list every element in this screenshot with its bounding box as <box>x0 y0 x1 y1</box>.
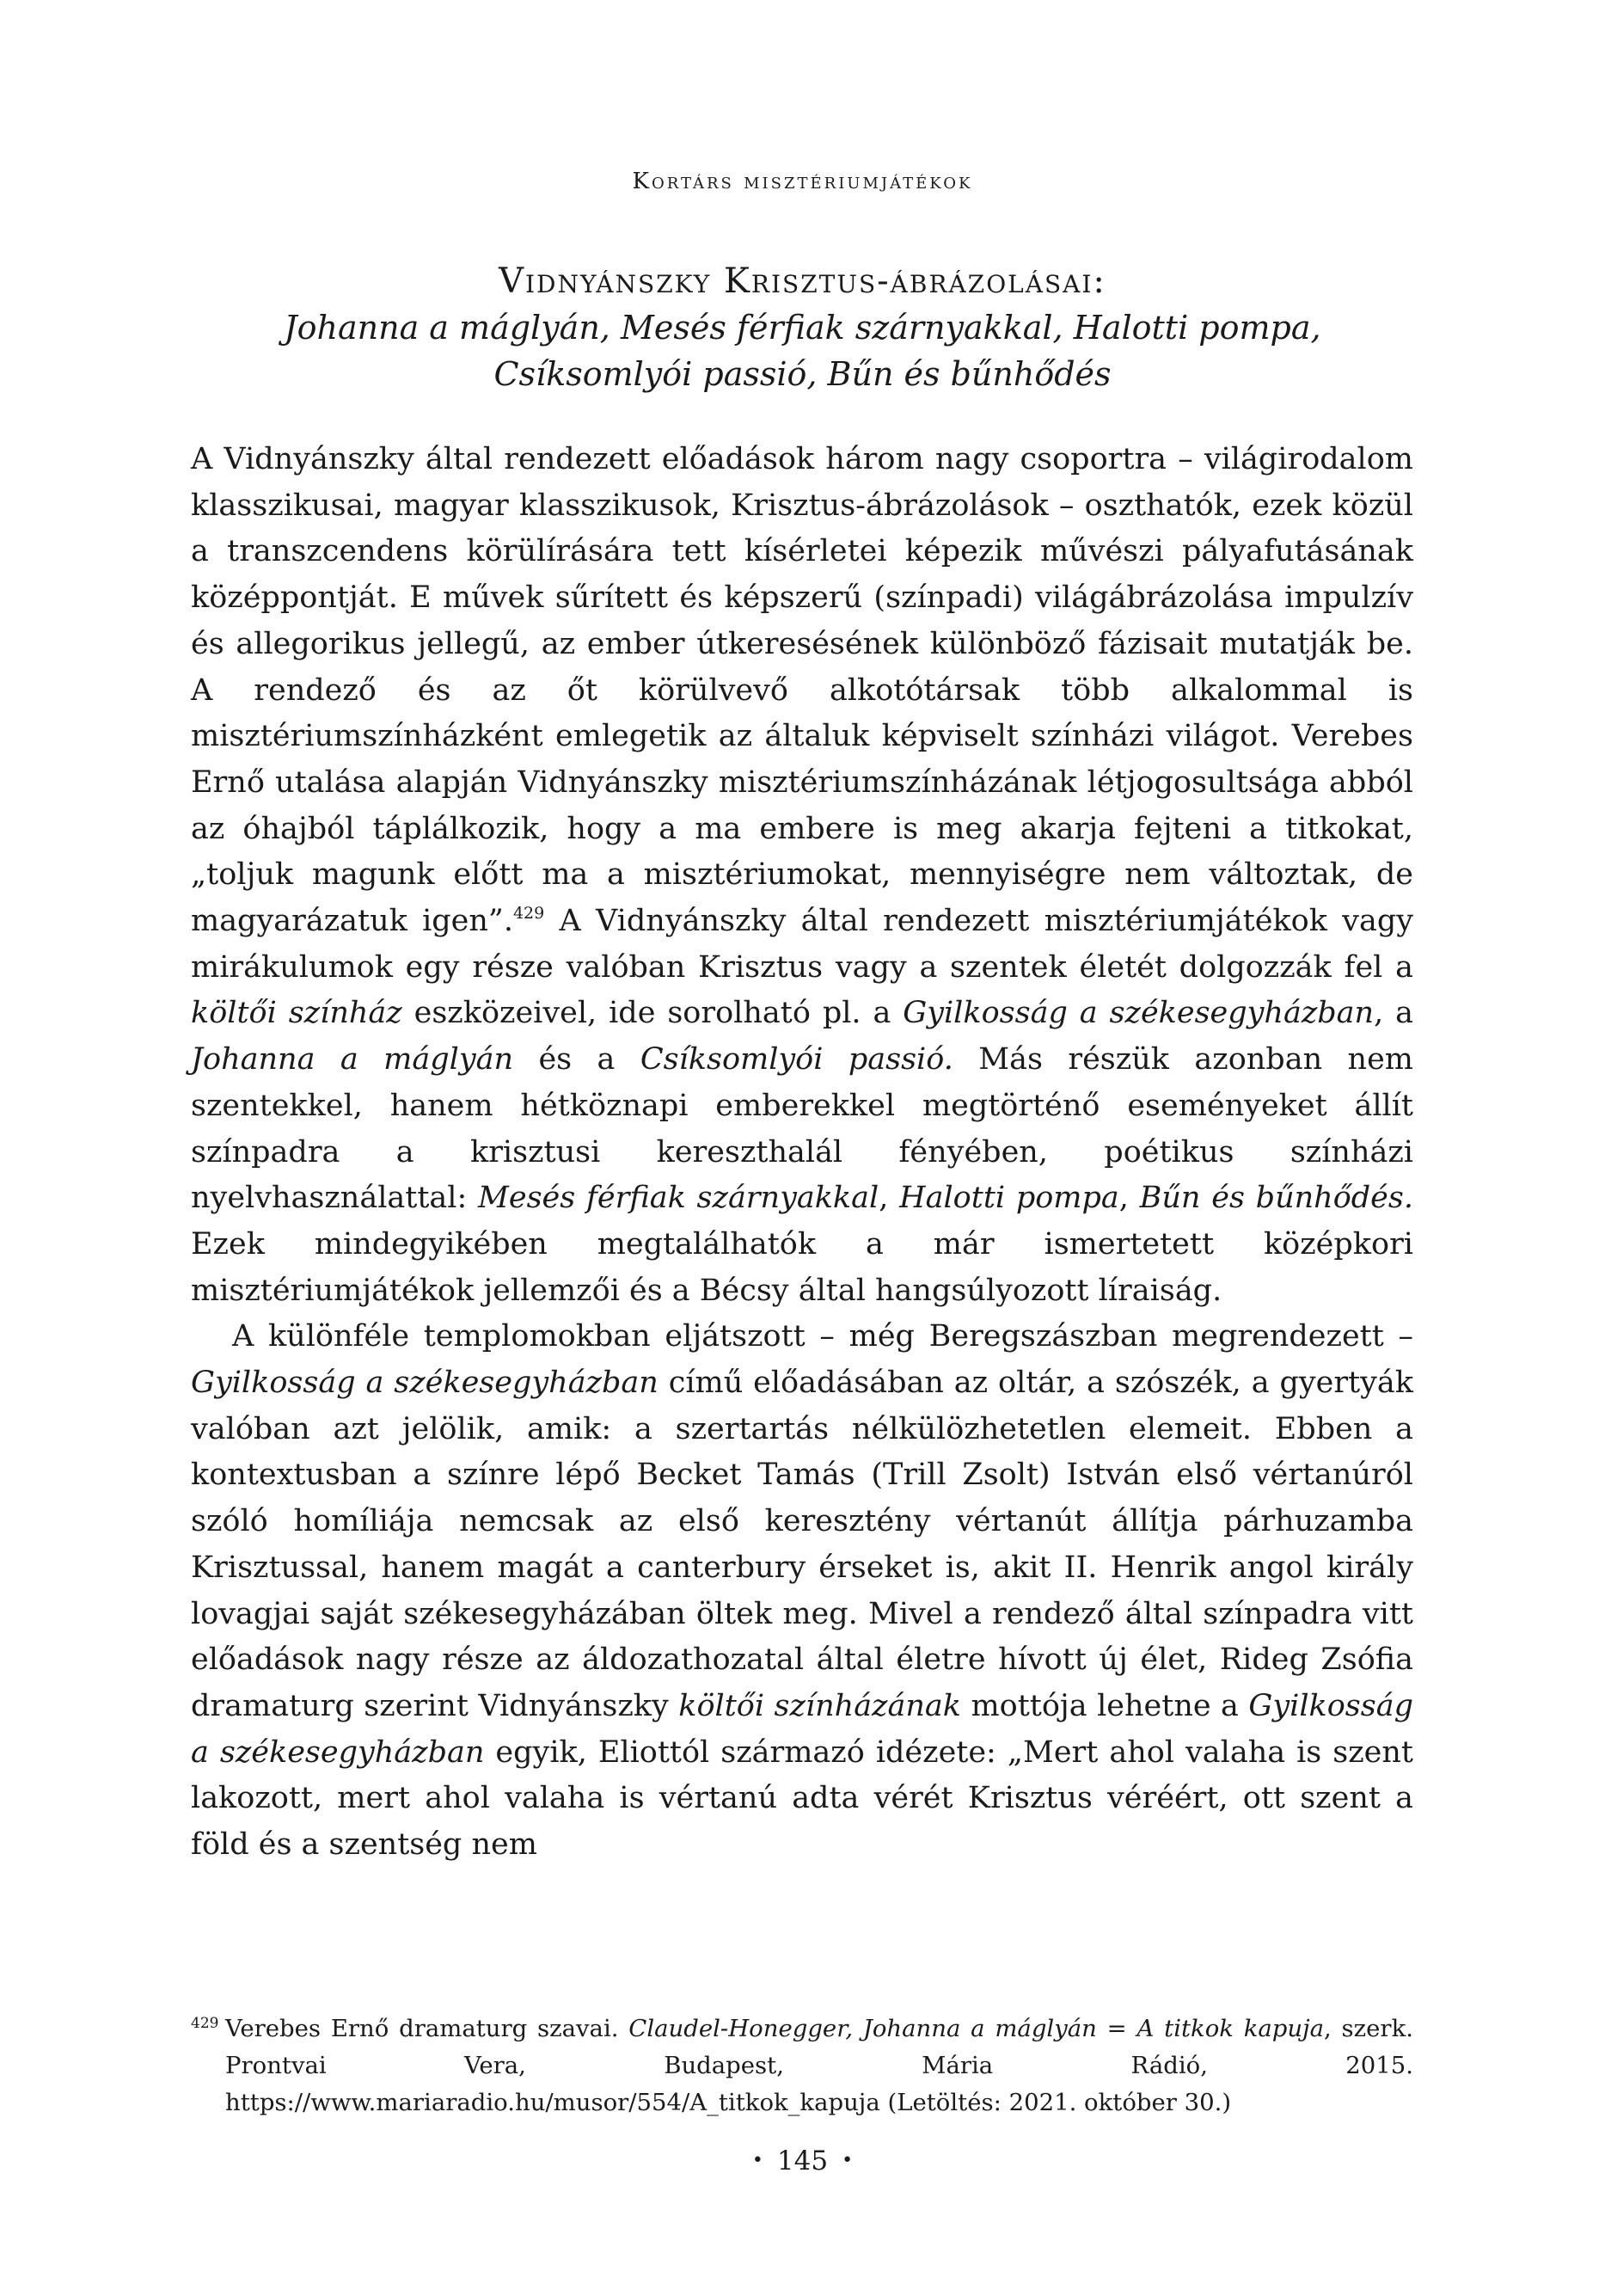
p1-italic-2: Gyilkosság a székesegyházban <box>903 996 1375 1031</box>
p2-text-2: című előadásában az oltár, a szószék, a gyertyák valóban azt jelölik, amik: a szertartás nélkülözhetetlen elemeit. Ebben a kontextusban a színre lépő Becket Tamás (Trill Zsolt) István első vértanúról szóló homíliája nemcsak az első keresztény vértanút állítja párhuzamba Krisztussal, hanem magát a canterbury érseket is, akit II. Henrik angol király lovagjai saját székesegyházában öltek meg. Mivel a rendező által színpadra vitt előadások nagy része az áldozathozatal által életre hívott új élet, Rideg Zsófia dramaturg szerint Vidnyánszky <box>191 1366 1413 1723</box>
footnote-italic: Claudel-Honegger, Johanna a máglyán = A titkok kapuja <box>628 2015 1325 2042</box>
footnote-reference: 429 <box>512 904 545 924</box>
p1-italic-7: Bűn és bűnhődés. <box>1139 1181 1413 1216</box>
p1-text-5: és a <box>513 1042 640 1077</box>
p1-text-6: Más részük azonban nem szentekkel, hanem hétköznapi emberekkel megtörténő eseményeket állít színpadra a krisztusi kereszthalál fényében, poétikus színházi nyelvhasználattal: <box>191 1042 1413 1216</box>
folio-bullet-left: • <box>751 2150 763 2171</box>
p1-text-1: A Vidnyánszky által rendezett előadások három nagy csoportra – világirodalom klasszikusai, magyar klasszikusok, Krisztus-ábrázolások – oszthatók, ezek közül a transzcendens körülírására tett kísérletei képezik művészi pályafutásának középpontját. E művek sűrített és képszerű (színpadi) világábrázolása impulzív és allegorikus jellegű, az ember útkeresésének különböző fázisait mutatják be. A rendező és az őt körülvevő alkotótársak több alkalommal is misztériumszínházként emlegetik az általuk képviselt színházi világot. Verebes Ernő utalása alapján Vidnyánszky misztériumszínházának létjogosultsága abból az óhajból táplálkozik, hogy a ma embere is meg akarja fejteni a titkokat, „toljuk magunk előtt ma a misztériumokat, mennyiségre nem változtak, de magyarázatuk igen”. <box>191 442 1413 939</box>
p2-italic-3: Gyilkosság a székesegyházban <box>191 1688 1414 1770</box>
p1-text-4: , a <box>1374 996 1414 1031</box>
chapter-title-line-3: Csíksomlyói passió, Bűn és bűnhődés <box>493 355 1112 393</box>
paragraph-2 <box>191 1314 1413 1868</box>
page-number-value: 145 <box>776 2146 829 2176</box>
p1-italic-3: Johanna a máglyán <box>191 1042 514 1077</box>
paragraph-1 <box>191 437 1413 1314</box>
p1-text-2: A Vidnyánszky által rendezett misztériumjátékok vagy mirákulumok egy része valóban Krisztus vagy a szentek életét dolgozzák fel a <box>191 904 1413 985</box>
p1-text-3: eszközeivel, ide sorolható pl. a <box>401 996 904 1031</box>
footnote-text-2: , szerk. Prontvai Vera, Budapest, Mária Rádió, 2015. https://www.mariaradio.hu/musor/554/A_titkok_kapuja (Letöltés: 2021. október 30.) <box>225 2015 1413 2116</box>
p2-text-4: egyik, Eliottól származó idézete: „Mert ahol valaha is szent lakozott, mert ahol valaha is vértanú adta vérét Krisztus véréért, ott szent a föld és a szentség nem <box>191 1734 1413 1863</box>
p1-text-8: , <box>1118 1181 1140 1216</box>
page-number <box>0 2146 1605 2176</box>
running-head: Kortárs misztériumjátékok <box>632 169 973 194</box>
chapter-title-line-2: Johanna a máglyán, Mesés férfiak szárnyakkal, Halotti pompa, <box>284 309 1321 347</box>
folio-bullet-right: • <box>842 2150 854 2171</box>
p1-italic-5: Mesés férfiak szárnyakkal <box>478 1181 879 1216</box>
body-text <box>191 437 1413 1869</box>
footnote <box>191 2011 1413 2121</box>
p2-text-1: A különféle templomokban eljátszott – még Beregszászban megrendezett – <box>232 1319 1413 1354</box>
chapter-title-line-1: Vidnyánszky Krisztus-ábrázolásai: <box>499 261 1106 301</box>
p1-italic-4: Csíksomlyói passió. <box>640 1042 953 1077</box>
p2-text-3: mottója lehetne a <box>960 1688 1249 1723</box>
p1-italic-1: költői színház <box>191 996 402 1031</box>
footnote-number: 429 <box>191 2015 219 2032</box>
footnote-text <box>191 2011 1413 2121</box>
p2-italic-2: költői színházának <box>678 1688 961 1723</box>
p1-text-9: Ezek mindegyikében megtalálhatók a már ismertetett középkori misztériumjátékok jellemzői és a Bécsy által hangsúlyozott líraiság. <box>191 1226 1413 1308</box>
footnote-text-1: Verebes Ernő dramaturg szavai. <box>225 2015 629 2042</box>
chapter-title <box>0 258 1605 397</box>
p1-italic-6: Halotti pompa <box>899 1181 1119 1216</box>
p2-italic-1: Gyilkosság a székesegyházban <box>191 1366 659 1401</box>
p1-text-7: , <box>879 1181 900 1216</box>
